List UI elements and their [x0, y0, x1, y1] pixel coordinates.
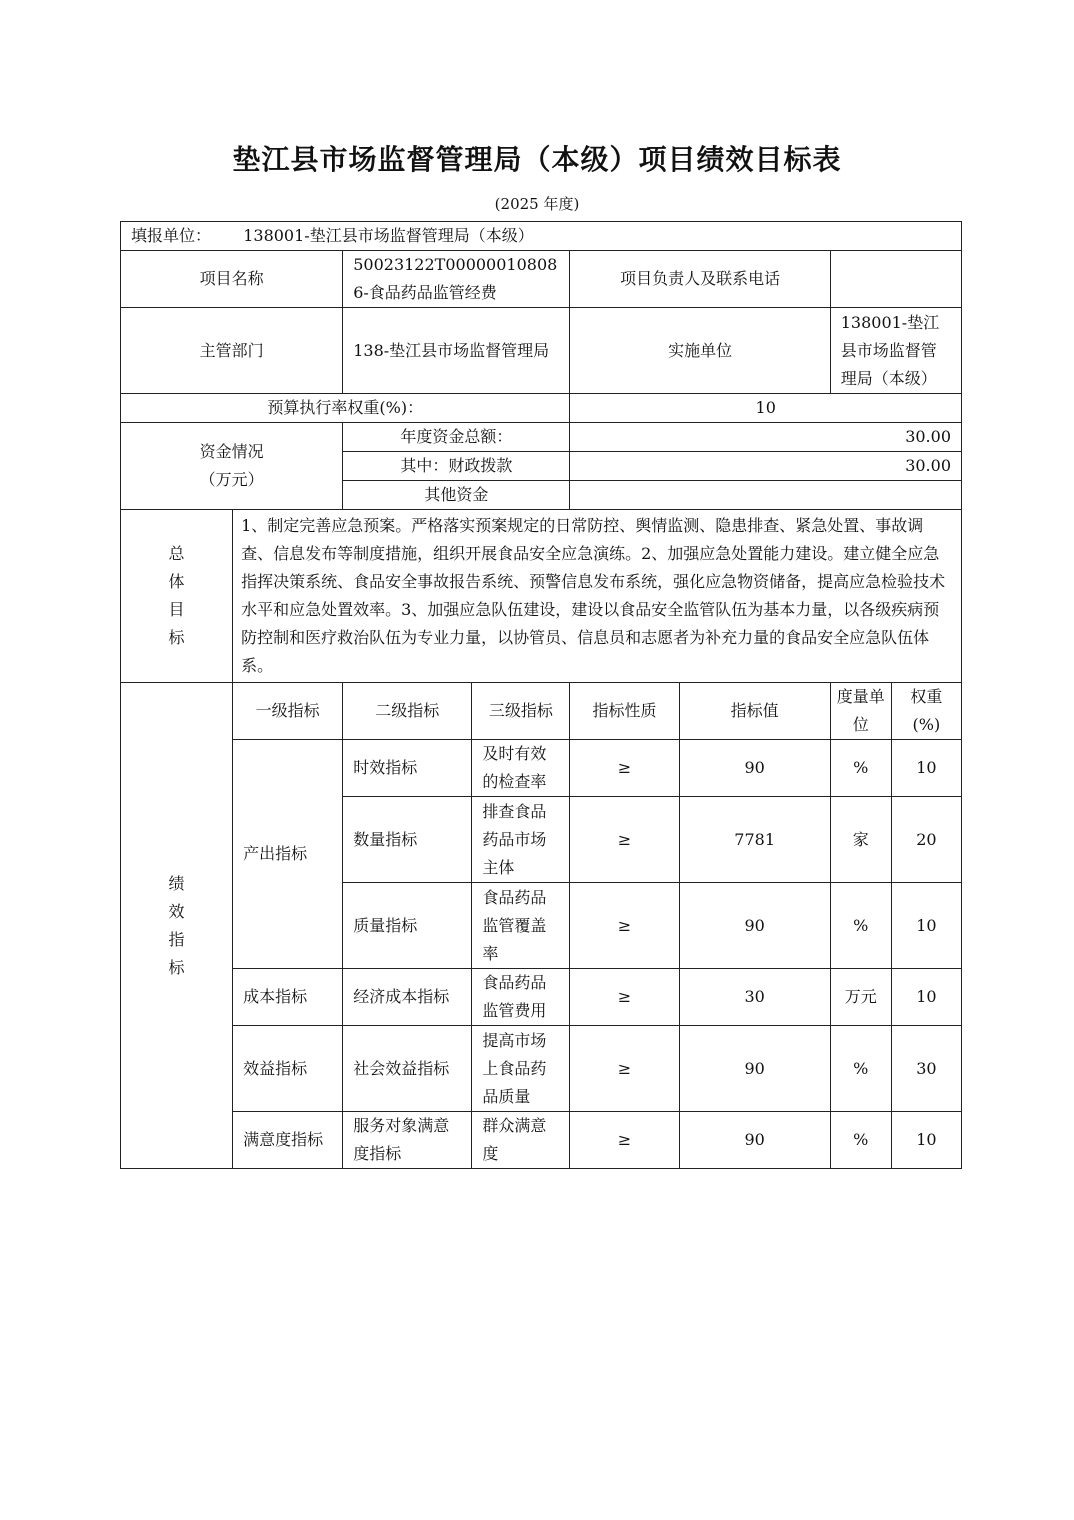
level1-cell: 成本指标 — [233, 969, 343, 1026]
funds-fiscal-value: 30.00 — [570, 452, 962, 481]
level2-cell: 时效指标 — [343, 740, 472, 797]
funds-label-line1: 资金情况 — [199, 442, 264, 461]
table-row — [121, 740, 962, 797]
weight-cell: 10 — [891, 969, 961, 1026]
performance-indicator-char: 指 — [168, 929, 185, 949]
unit-cell: % — [830, 1026, 891, 1112]
project-name-value: 50023122T000000108086-食品药品监管经费 — [343, 251, 570, 308]
weight-cell: 30 — [891, 1026, 961, 1112]
level2-cell: 数量指标 — [343, 797, 472, 883]
overall-goal-char: 标 — [168, 628, 185, 647]
competent-dept-label: 主管部门 — [121, 308, 343, 394]
header-level1: 一级指标 — [233, 683, 343, 740]
report-year: (2025 年度) — [494, 195, 580, 213]
value-cell: 90 — [679, 1112, 830, 1169]
budget-rate-label: 预算执行率权重(%)： — [121, 394, 570, 423]
reporting-unit-label: 填报单位： — [131, 226, 212, 245]
performance-indicator-char: 标 — [168, 957, 185, 977]
value-cell: 90 — [679, 883, 830, 969]
overall-goal-char: 总 — [168, 544, 185, 563]
level2-cell: 经济成本指标 — [343, 969, 472, 1026]
header-level3: 三级指标 — [472, 683, 570, 740]
reporting-unit-value: 138001-垫江县市场监督管理局（本级） — [243, 226, 534, 245]
project-name-label: 项目名称 — [121, 251, 343, 308]
unit-cell: 万元 — [830, 969, 891, 1026]
level2-cell: 服务对象满意度指标 — [343, 1112, 472, 1169]
page-title: 垫江县市场监督管理局（本级）项目绩效目标表 — [232, 143, 842, 176]
funds-total-value: 30.00 — [570, 423, 962, 452]
unit-cell: % — [830, 740, 891, 797]
level3-cell: 提高市场上食品药品质量 — [472, 1026, 570, 1112]
performance-indicator-label — [121, 683, 233, 1169]
reporting-unit-row — [121, 222, 962, 251]
header-nature: 指标性质 — [570, 683, 679, 740]
table-row — [121, 1112, 962, 1169]
value-cell: 7781 — [679, 797, 830, 883]
header-unit: 度量单位 — [830, 683, 891, 740]
unit-cell: % — [830, 1112, 891, 1169]
level2-cell: 社会效益指标 — [343, 1026, 472, 1112]
weight-cell: 10 — [891, 1112, 961, 1169]
weight-cell: 20 — [891, 797, 961, 883]
funds-total-label: 年度资金总额： — [343, 423, 570, 452]
nature-cell: ≥ — [570, 969, 679, 1026]
value-cell: 30 — [679, 969, 830, 1026]
level3-cell: 食品药品监管覆盖率 — [472, 883, 570, 969]
funds-label — [121, 423, 343, 510]
nature-cell: ≥ — [570, 1112, 679, 1169]
nature-cell: ≥ — [570, 1026, 679, 1112]
table-row — [121, 1026, 962, 1112]
header-weight: 权重(%) — [891, 683, 961, 740]
level2-cell: 质量指标 — [343, 883, 472, 969]
competent-dept-value: 138-垫江县市场监督管理局 — [343, 308, 570, 394]
funds-other-label: 其他资金 — [343, 481, 570, 510]
header-value: 指标值 — [679, 683, 830, 740]
weight-cell: 10 — [891, 883, 961, 969]
funds-label-line2: （万元） — [199, 470, 264, 489]
nature-cell: ≥ — [570, 740, 679, 797]
project-contact-label: 项目负责人及联系电话 — [570, 251, 830, 308]
implementing-unit-value: 138001-垫江县市场监督管理局（本级） — [830, 308, 961, 394]
level1-cell: 满意度指标 — [233, 1112, 343, 1169]
funds-fiscal-label: 其中：财政拨款 — [343, 452, 570, 481]
unit-cell: 家 — [830, 797, 891, 883]
implementing-unit-label: 实施单位 — [570, 308, 830, 394]
header-level2: 二级指标 — [343, 683, 472, 740]
overall-goal-text: 1、制定完善应急预案。严格落实预案规定的日常防控、舆情监测、隐患排查、紧急处置、事故调查、信息发布等制度措施，组织开展食品安全应急演练。2、加强应急处置能力建设。建立健全应急指挥决策系统、食品安全事故报告系统、预警信息发布系统，强化应急物资储备，提高应急检验技术水平和应急处置效率。3、加强应急队伍建设，建设以食品安全监管队伍为基本力量，以各级疾病预防控制和医疗救治队伍为专业力量，以协管员、信息员和志愿者为补充力量的食品安全应急队伍体系。 — [233, 510, 962, 683]
level3-cell: 及时有效的检查率 — [472, 740, 570, 797]
level1-cell: 效益指标 — [233, 1026, 343, 1112]
unit-cell: % — [830, 883, 891, 969]
overall-goal-char: 目 — [168, 600, 185, 619]
budget-rate-value: 10 — [570, 394, 962, 423]
performance-target-table — [120, 221, 962, 1169]
performance-indicator-char: 效 — [168, 901, 185, 921]
project-contact-value — [830, 251, 961, 308]
level3-cell: 食品药品监管费用 — [472, 969, 570, 1026]
nature-cell: ≥ — [570, 883, 679, 969]
weight-cell: 10 — [891, 740, 961, 797]
value-cell: 90 — [679, 1026, 830, 1112]
nature-cell: ≥ — [570, 797, 679, 883]
level1-cell: 产出指标 — [233, 740, 343, 969]
level3-cell: 排查食品药品市场主体 — [472, 797, 570, 883]
level3-cell: 群众满意度 — [472, 1112, 570, 1169]
performance-indicator-char: 绩 — [168, 873, 185, 893]
overall-goal-label — [121, 510, 233, 683]
value-cell: 90 — [679, 740, 830, 797]
overall-goal-char: 体 — [168, 572, 185, 591]
funds-other-value — [570, 481, 962, 510]
table-row — [121, 969, 962, 1026]
